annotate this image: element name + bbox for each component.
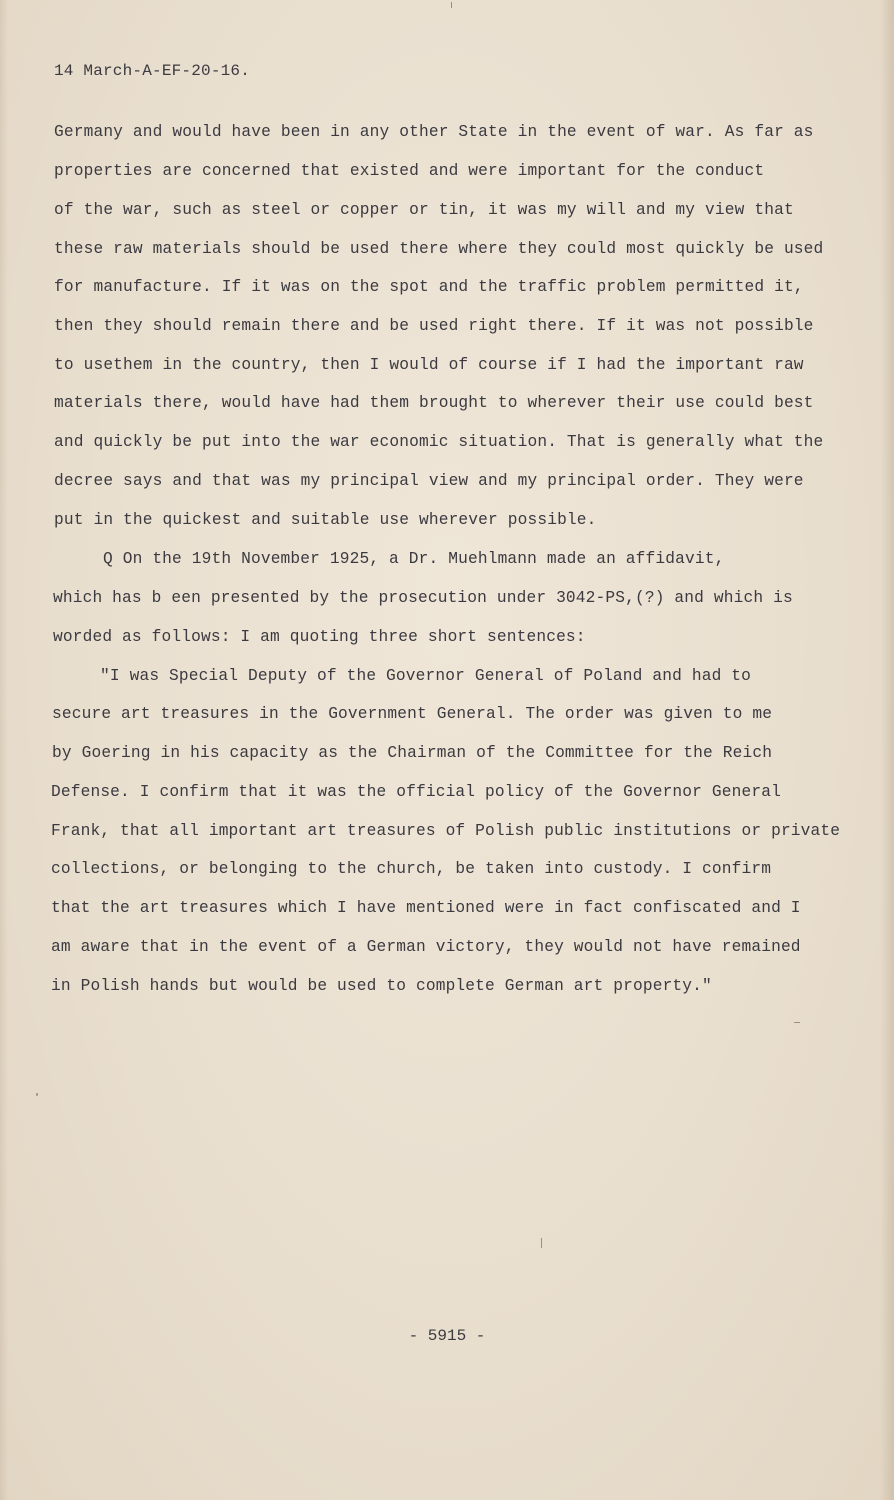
- text-line: to usethem in the country, then I would of course if I had the important raw: [54, 356, 804, 374]
- page-right-edge-shadow: [880, 0, 894, 1500]
- text-line: properties are concerned that existed and were important for the conduct: [54, 162, 765, 180]
- paper-mark: [541, 1238, 542, 1248]
- text-line: for manufacture. If it was on the spot and the traffic problem permitted it,: [54, 278, 804, 296]
- text-line: materials there, would have had them brought to wherever their use could best: [54, 394, 814, 412]
- text-line: these raw materials should be used there where they could most quickly be used: [54, 240, 824, 258]
- text-line: collections, or belonging to the church, be taken into custody. I confirm: [51, 860, 772, 878]
- text-line: Q On the 19th November 1925, a Dr. Muehlmann made an affidavit,: [103, 550, 725, 568]
- text-line: put in the quickest and suitable use wherever possible.: [54, 511, 597, 529]
- paper-mark: [451, 2, 452, 8]
- text-line: worded as follows: I am quoting three short sentences:: [53, 628, 586, 646]
- text-line: and quickly be put into the war economic situation. That is generally what the: [54, 433, 824, 451]
- text-line: am aware that in the event of a German victory, they would not have remained: [51, 938, 801, 956]
- text-line: of the war, such as steel or copper or tin, it was my will and my view that: [54, 201, 794, 219]
- text-line: Germany and would have been in any other State in the event of war. As far as: [54, 123, 814, 141]
- text-line: secure art treasures in the Government General. The order was given to me: [52, 705, 773, 723]
- text-line: that the art treasures which I have mentioned were in fact confiscated and I: [51, 899, 801, 917]
- text-line: in Polish hands but would be used to complete German art property.": [51, 977, 712, 995]
- text-line: which has b een presented by the prosecution under 3042-PS,(?) and which is: [53, 589, 793, 607]
- page-left-edge-shadow: [0, 0, 8, 1500]
- text-line: decree says and that was my principal view and my principal order. They were: [54, 472, 804, 490]
- text-line: Defense. I confirm that it was the official policy of the Governor General: [51, 783, 781, 801]
- page-number: - 5915 -: [408, 1327, 486, 1345]
- page-header: 14 March-A-EF-20-16.: [54, 62, 251, 80]
- text-line: then they should remain there and be used right there. If it was not possible: [54, 317, 814, 335]
- text-line: Frank, that all important art treasures of Polish public institutions or private: [51, 822, 841, 840]
- paper-mark: [794, 1022, 800, 1023]
- text-line: "I was Special Deputy of the Governor General of Poland and had to: [100, 667, 752, 685]
- text-line: by Goering in his capacity as the Chairman of the Committee for the Reich: [52, 744, 773, 762]
- paper-speck: [36, 1093, 38, 1096]
